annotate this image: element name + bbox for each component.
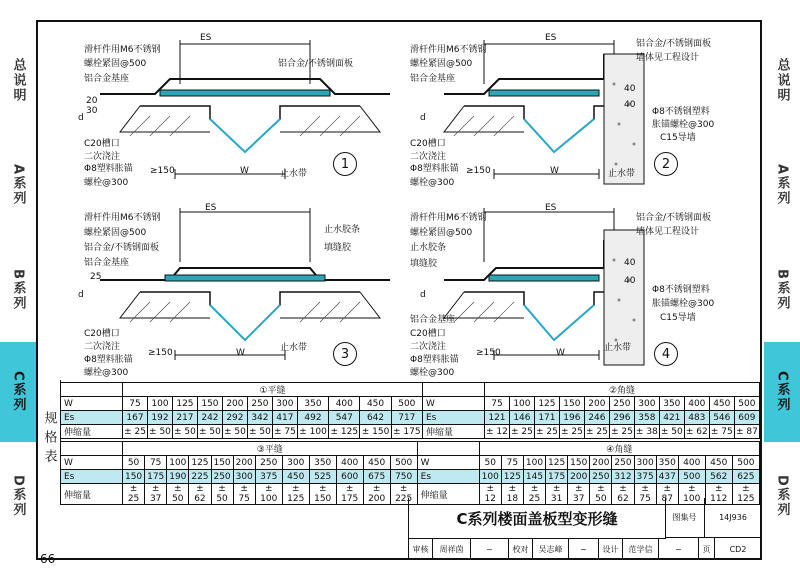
table-cell: ± 50 — [211, 484, 233, 505]
table-cell: 217 — [172, 411, 197, 425]
diagram-3-label: 滑杆件用M6不锈钢 — [84, 213, 161, 223]
table-cell: ± 37 — [568, 484, 590, 505]
diagram-3-label: 螺栓紧固@500 — [84, 228, 147, 238]
table-row — [61, 470, 760, 484]
diagram-4-es: ES — [545, 203, 557, 213]
table-cell: ± 50 — [590, 484, 612, 505]
table-cell: 500 — [391, 397, 422, 411]
table-cell: 100 — [523, 456, 545, 470]
diagram-4-dim-d: d — [420, 290, 426, 300]
table-cell: 400 — [684, 397, 709, 411]
table-cell: 375 — [634, 470, 656, 484]
table-cell: 292 — [222, 411, 247, 425]
table-cell: 400 — [336, 456, 363, 470]
table-cell: ± 75 — [273, 426, 296, 437]
spec-block-title: ④角缝 — [479, 442, 759, 456]
table-cell: ± 50 — [224, 426, 246, 437]
table-cell: 492 — [297, 411, 328, 425]
row-header: 伸缩量 — [422, 425, 484, 439]
diagram-1-dim: 30 — [86, 106, 98, 116]
check-label: 校对 — [509, 538, 533, 560]
reviewer-name: 周祥茵 — [433, 538, 471, 560]
table-cell: 50 — [479, 456, 501, 470]
row-header: 伸缩量 — [417, 484, 479, 505]
diagram-1-label: 铝合金基座 — [84, 74, 130, 84]
diagram-4-label: C15导墙 — [660, 313, 696, 323]
diagram-3-label: 二次浇注 — [84, 342, 121, 352]
diagram-1-label: 螺栓紧固@500 — [84, 59, 147, 69]
sidebar-right-c-series[interactable]: C系列 — [764, 342, 800, 442]
table-cell: ± 75 — [710, 426, 733, 437]
table-cell: 250 — [590, 470, 612, 484]
table-cell: ± 100 — [678, 484, 705, 505]
table-cell: 167 — [123, 411, 148, 425]
table-cell: ± 100 — [299, 426, 327, 437]
table-cell: 192 — [147, 411, 172, 425]
diagram-3-label: Φ8塑料胀锚 — [84, 355, 133, 365]
spec-table-vertical-header: 规格表 — [38, 380, 61, 498]
table-cell: 296 — [609, 411, 634, 425]
table-cell: 150 — [123, 470, 145, 484]
diagram-1-width-w: W — [240, 166, 249, 176]
sidebar-right-general[interactable]: 总说明 — [774, 57, 790, 103]
table-row — [61, 411, 760, 425]
drawing-title: C系列楼面盖板型变形缝 — [409, 498, 666, 539]
table-cell: 625 — [732, 470, 759, 484]
diagram-3-es: ES — [205, 203, 217, 213]
table-cell: 350 — [309, 456, 336, 470]
sidebar-right-a-series[interactable]: A系列 — [774, 163, 790, 207]
diagram-2-label: Φ8不锈钢塑料 — [652, 107, 710, 117]
diagram-4-label: 胀锚螺栓@300 — [652, 299, 715, 309]
diagram-4-label: 螺栓紧固@500 — [410, 228, 473, 238]
diagram-3-label: 止水胶条 — [324, 225, 361, 235]
table-cell: ± 150 — [309, 484, 336, 505]
table-cell: 125 — [172, 397, 197, 411]
table-cell: 375 — [255, 470, 282, 484]
table-cell: 190 — [167, 470, 189, 484]
table-cell: ± 37 — [145, 484, 167, 505]
table-cell: 125 — [189, 456, 211, 470]
table-cell: ± 150 — [361, 426, 390, 437]
table-cell: ± 12 — [479, 484, 501, 505]
table-cell: 300 — [272, 397, 297, 411]
table-cell: 150 — [197, 397, 222, 411]
row-header: W — [422, 397, 484, 411]
diagram-4-number: 4 — [654, 342, 678, 366]
sidebar-right-d-series[interactable]: D系列 — [774, 474, 790, 518]
table-cell: 350 — [297, 397, 328, 411]
table-cell: ± 25 — [535, 426, 558, 437]
table-cell: 400 — [678, 456, 705, 470]
table-cell: 75 — [484, 397, 509, 411]
sidebar-item-d-series[interactable]: D系列 — [10, 474, 26, 518]
diagram-1-dim-d: d — [78, 113, 84, 123]
diagram-2-label: 螺栓紧固@500 — [410, 59, 473, 69]
table-cell: 250 — [247, 397, 272, 411]
table-cell: 175 — [145, 470, 167, 484]
diagram-4-label: 止水胶条 — [410, 243, 447, 253]
table-cell: 547 — [329, 411, 360, 425]
table-cell: 196 — [559, 411, 584, 425]
spec-table-bottom — [60, 441, 760, 505]
table-cell: 125 — [534, 397, 559, 411]
page-number: 66 — [40, 552, 56, 566]
designer-signature: ~ — [659, 538, 699, 560]
table-cell: 250 — [211, 470, 233, 484]
diagram-2-label: 铝合金/不锈钢面板 — [636, 39, 712, 49]
diagram-4-label: 铝合金基座 — [410, 315, 456, 325]
table-cell: 50 — [123, 456, 145, 470]
table-cell: 125 — [501, 470, 523, 484]
row-header: Es — [61, 411, 123, 425]
table-cell: 312 — [612, 470, 634, 484]
table-cell: 150 — [211, 456, 233, 470]
diagram-3-number: 3 — [333, 342, 357, 366]
table-cell: 350 — [659, 397, 684, 411]
diagram-2-label: 二次浇注 — [410, 152, 447, 162]
table-row — [61, 397, 760, 411]
diagram-2-label: 胀锚螺栓@300 — [652, 120, 715, 130]
table-cell: 546 — [709, 411, 734, 425]
diagram-4-label: 二次浇注 — [410, 342, 447, 352]
diagram-1-label: 螺栓@300 — [84, 178, 129, 188]
diagram-4-dim: 40 — [624, 276, 636, 286]
row-header: Es — [422, 411, 484, 425]
table-cell: 242 — [197, 411, 222, 425]
diagram-1-dim: 20 — [86, 96, 98, 106]
page-label: 页 — [699, 538, 715, 560]
table-cell: 75 — [145, 456, 167, 470]
title-block — [408, 498, 761, 560]
table-cell: 417 — [272, 411, 297, 425]
row-header: W — [61, 456, 123, 470]
diagram-2-dim-d: d — [420, 113, 426, 123]
spec-table-top — [60, 382, 760, 439]
table-cell: ± 25 — [560, 426, 583, 437]
table-cell: ± 175 — [336, 484, 363, 505]
table-cell: ± 50 — [660, 426, 683, 437]
table-cell: ± 75 — [233, 484, 255, 505]
table-cell: ± 25 — [123, 484, 145, 505]
table-cell: 450 — [705, 456, 732, 470]
table-cell: 200 — [222, 397, 247, 411]
table-cell: ± 125 — [732, 484, 759, 505]
diagram-3-min-width: ≥150 — [148, 348, 173, 358]
table-cell: 300 — [282, 456, 309, 470]
designer-name: 范学信 — [623, 538, 659, 560]
table-cell: ± 87 — [735, 426, 758, 437]
diagram-1-label: C20槽口 — [84, 139, 120, 149]
table-cell: ± 225 — [390, 484, 417, 505]
table-cell: ± 87 — [656, 484, 678, 505]
table-cell: 75 — [123, 397, 148, 411]
spec-block-title: ①平缝 — [123, 383, 423, 397]
table-cell: ± 112 — [705, 484, 732, 505]
diagram-2-es: ES — [545, 33, 557, 43]
diagram-2-label: 滑杆件用M6不锈钢 — [410, 45, 487, 55]
table-cell: 200 — [584, 397, 609, 411]
table-cell: ± 125 — [330, 426, 359, 437]
table-cell: 200 — [568, 470, 590, 484]
table-cell: 100 — [167, 456, 189, 470]
diagram-2-label: Φ8塑料胀锚 — [410, 164, 459, 174]
table-cell: 225 — [189, 470, 211, 484]
table-cell: 675 — [363, 470, 390, 484]
table-cell: 100 — [479, 470, 501, 484]
diagram-4-label: 墙体见工程设计 — [636, 227, 700, 237]
table-cell: ± 175 — [393, 426, 421, 437]
table-cell: 150 — [559, 397, 584, 411]
spec-block-title: ③平缝 — [123, 442, 418, 456]
table-cell: ± 50 — [149, 426, 171, 437]
table-cell: 121 — [484, 411, 509, 425]
table-cell: ± 25 — [610, 426, 633, 437]
table-cell: 421 — [659, 411, 684, 425]
table-cell: ± 125 — [282, 484, 309, 505]
diagram-3-label: 铝合金/不锈钢面板 — [84, 243, 160, 253]
table-cell: 300 — [233, 470, 255, 484]
diagram-1-label: 二次浇注 — [84, 152, 121, 162]
diagram-1-min-width: ≥150 — [150, 166, 175, 176]
table-cell: ± 50 — [248, 426, 271, 437]
diagram-3-label: 螺栓@300 — [84, 368, 129, 378]
table-cell: 300 — [634, 397, 659, 411]
diagram-2-dim: 40 — [624, 84, 636, 94]
diagram-1-es: ES — [200, 33, 212, 43]
diagram-3-width-w: W — [236, 348, 245, 358]
table-cell: ± 38 — [635, 426, 658, 437]
table-cell: ± 62 — [612, 484, 634, 505]
table-cell: 500 — [732, 456, 759, 470]
table-row — [61, 456, 760, 470]
diagram-2-dim: 40 — [624, 100, 636, 110]
diagram-4-dim: 40 — [624, 258, 636, 268]
table-cell: ± 50 — [199, 426, 221, 437]
checker-signature: ~ — [569, 538, 599, 560]
diagram-4-label: C20槽口 — [410, 329, 446, 339]
sidebar-item-b-series[interactable]: B系列 — [10, 269, 26, 311]
table-cell: 171 — [534, 411, 559, 425]
sidebar-item-a-series[interactable]: A系列 — [10, 163, 26, 207]
table-cell: ± 62 — [685, 426, 708, 437]
diagram-2-min-width: ≥150 — [466, 166, 491, 176]
table-cell: ± 18 — [501, 484, 523, 505]
atlas-number: 14J936 — [705, 498, 761, 538]
table-cell: 358 — [634, 411, 659, 425]
row-header: W — [417, 456, 479, 470]
table-cell: ± 12 — [486, 426, 508, 437]
table-cell: 600 — [336, 470, 363, 484]
spec-block-title: ②角缝 — [484, 383, 759, 397]
diagram-2-label: 铝合金基座 — [410, 74, 456, 84]
diagram-4-label: 铝合金/不锈钢面板 — [636, 213, 712, 223]
sidebar-right-b-series[interactable]: B系列 — [774, 269, 790, 311]
table-row — [61, 425, 760, 439]
table-cell: ± 25 — [124, 426, 146, 437]
sidebar-item-c-series[interactable]: C系列 — [0, 342, 36, 442]
diagram-4-label: Φ8塑料胀锚 — [410, 355, 459, 365]
reviewer-signature: ~ — [471, 538, 509, 560]
table-cell: ± 62 — [189, 484, 211, 505]
table-cell: 500 — [390, 456, 417, 470]
table-cell: 500 — [734, 397, 759, 411]
design-label: 设计 — [599, 538, 623, 560]
table-cell: 450 — [709, 397, 734, 411]
diagram-3-dim-d: d — [78, 290, 84, 300]
table-cell: 125 — [546, 456, 568, 470]
sidebar-item-general[interactable]: 总说明 — [10, 57, 26, 103]
row-header: 伸缩量 — [61, 484, 123, 505]
table-cell: 437 — [656, 470, 678, 484]
table-cell: 609 — [734, 411, 759, 425]
row-header: Es — [417, 470, 479, 484]
table-cell: ± 50 — [167, 484, 189, 505]
table-cell: 717 — [391, 411, 422, 425]
diagram-1-label: 止水带 — [280, 169, 308, 179]
table-cell: 100 — [147, 397, 172, 411]
diagram-4-label: 滑杆件用M6不锈钢 — [410, 213, 487, 223]
diagram-1-label: Φ8塑料胀锚 — [84, 164, 133, 174]
diagram-4-width-w: W — [556, 348, 565, 358]
diagram-4-label: 填缝胶 — [410, 259, 438, 269]
diagram-3-label: C20槽口 — [84, 329, 120, 339]
table-cell: 250 — [609, 397, 634, 411]
atlas-label: 图集号 — [665, 498, 705, 538]
row-header: W — [61, 397, 123, 411]
diagram-4-label: 止水带 — [604, 343, 632, 353]
diagram-4-label: Φ8不锈钢塑料 — [652, 285, 710, 295]
diagram-3-label: 止水带 — [280, 343, 308, 353]
table-cell: 145 — [523, 470, 545, 484]
table-cell: ± 100 — [255, 484, 282, 505]
diagram-2-label: C15导墙 — [660, 133, 696, 143]
table-cell: ± 75 — [634, 484, 656, 505]
diagram-2-number: 2 — [654, 152, 678, 176]
review-label: 审核 — [409, 538, 433, 560]
table-cell: 450 — [363, 456, 390, 470]
table-cell: 525 — [309, 470, 336, 484]
table-cell: 100 — [509, 397, 534, 411]
table-cell: 200 — [233, 456, 255, 470]
table-cell: 250 — [255, 456, 282, 470]
diagram-2-label: C20槽口 — [410, 139, 446, 149]
table-cell: 750 — [390, 470, 417, 484]
table-cell: 246 — [584, 411, 609, 425]
row-header: Es — [61, 470, 123, 484]
table-cell: ± 25 — [585, 426, 608, 437]
table-cell: ± 50 — [174, 426, 196, 437]
diagram-4-label: 螺栓@300 — [410, 368, 455, 378]
table-cell: 483 — [684, 411, 709, 425]
table-cell: 75 — [501, 456, 523, 470]
diagram-1-label: 铝合金/不锈钢面板 — [278, 59, 354, 69]
table-cell: 146 — [509, 411, 534, 425]
page-code: CD2 — [729, 544, 747, 554]
table-cell: ± 25 — [511, 426, 533, 437]
diagram-4-min-width: ≥150 — [476, 348, 501, 358]
diagram-2-label: 止水带 — [608, 169, 636, 179]
table-cell: ± 200 — [363, 484, 390, 505]
diagram-3-label: 铝合金基座 — [84, 258, 130, 268]
diagram-1-number: 1 — [333, 152, 357, 176]
table-cell: 300 — [634, 456, 656, 470]
table-cell: 342 — [247, 411, 272, 425]
diagram-1-label: 滑杆件用M6不锈钢 — [84, 45, 161, 55]
table-cell: 250 — [612, 456, 634, 470]
table-cell: ± 31 — [546, 484, 568, 505]
table-cell: 200 — [590, 456, 612, 470]
table-cell: ± 25 — [523, 484, 545, 505]
table-cell: 642 — [360, 411, 391, 425]
table-cell: 500 — [678, 470, 705, 484]
checker-name: 吴志峰 — [533, 538, 569, 560]
table-cell: 150 — [568, 456, 590, 470]
diagram-3-dim: 25 — [90, 272, 102, 282]
diagram-3-label: 填缝胶 — [324, 243, 352, 253]
table-cell: 562 — [705, 470, 732, 484]
diagram-2-width-w: W — [550, 166, 559, 176]
row-header: 伸缩量 — [61, 425, 123, 439]
table-cell: 350 — [656, 456, 678, 470]
table-cell: 450 — [360, 397, 391, 411]
diagram-2-label: 螺栓@300 — [410, 178, 455, 188]
diagram-2-label: 墙体见工程设计 — [636, 53, 700, 63]
table-cell: 400 — [329, 397, 360, 411]
table-cell: 175 — [546, 470, 568, 484]
table-cell: 450 — [282, 470, 309, 484]
